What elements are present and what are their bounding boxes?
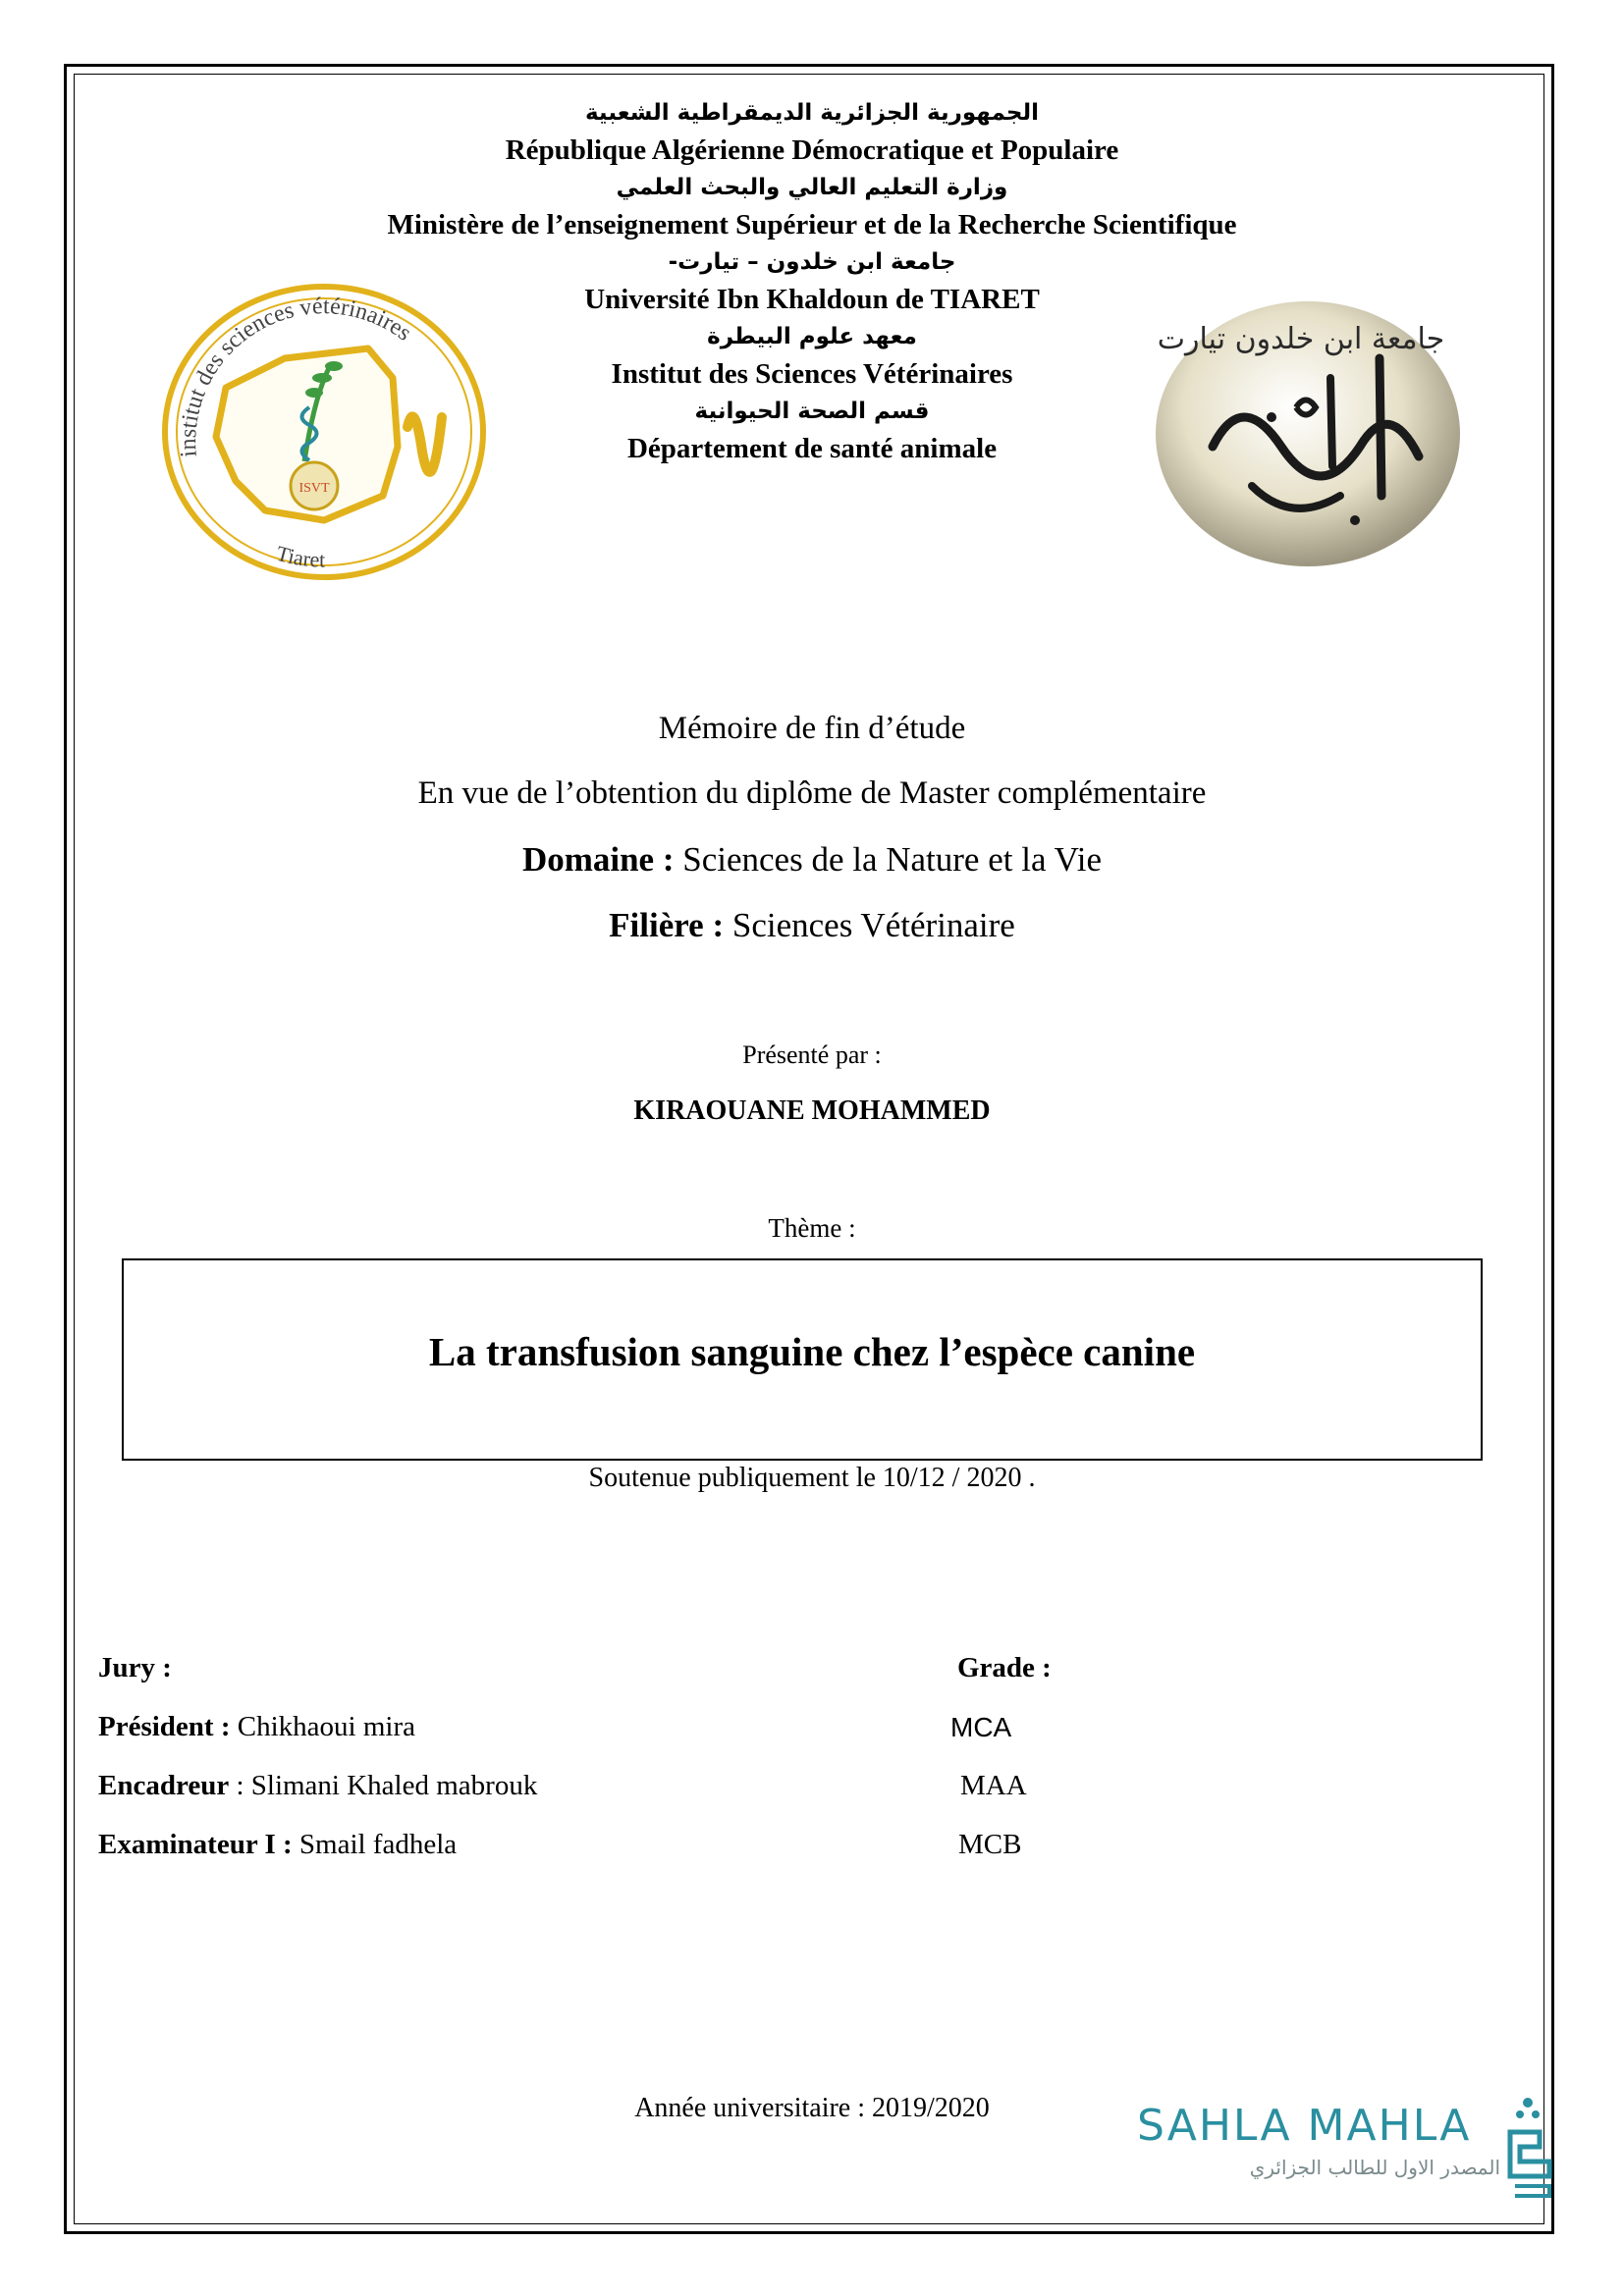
logo-badge-text: ISVT — [298, 481, 330, 496]
watermark-subtitle: المصدر الاول للطالب الجزائري — [1249, 2156, 1500, 2179]
jury-grade: MAA — [960, 1770, 1027, 1801]
ministry-fr: Ministère de l’enseignement Supérieur et de la Recherche Scientifique — [387, 209, 1237, 240]
jury-grade: MCB — [958, 1829, 1022, 1860]
jury-grade: MCA — [950, 1712, 1012, 1742]
jury-role: Encadreur — [98, 1770, 230, 1801]
logo-calligraphy-text: جامعة ابن خلدون تيارت — [1157, 322, 1445, 356]
jury-name: Smail fadhela — [292, 1829, 458, 1860]
republic-fr: République Algérienne Démocratique et Populaire — [505, 134, 1119, 166]
department-ar: قسم الصحة الحيوانية — [694, 399, 930, 424]
logo-arc-text: institut des sciences vétérinaires — [176, 294, 416, 458]
jury-role: Président : — [98, 1711, 231, 1742]
defense-date: Soutenue publiquement le 10/12 / 2020 . — [588, 1463, 1036, 1493]
institute-logo — [157, 280, 491, 584]
university-ar: جامعة ابن خلدون – تيارت- — [668, 249, 956, 275]
jury-role: Examinateur I : — [98, 1829, 293, 1860]
watermark-title: SAHLA MAHLA — [1137, 2101, 1472, 2151]
department-fr: Département de santé animale — [626, 433, 998, 464]
domaine-label: Domaine : — [521, 840, 675, 879]
domaine-line — [0, 840, 1624, 880]
institute-fr: Institut des Sciences Vétérinaires — [611, 358, 1013, 390]
university-logo — [1154, 299, 1463, 569]
svg-text:Tiaret — [274, 541, 325, 572]
memoire-title: Mémoire de fin d’étude — [658, 711, 966, 746]
diploma-line: En vue de l’obtention du diplôme de Master complémentaire — [417, 775, 1207, 811]
jury-row-examinateur — [98, 1829, 457, 1861]
domaine-value: Sciences de la Nature et la Vie — [674, 840, 1103, 879]
theme-label: Thème : — [768, 1213, 856, 1243]
jury-name: : Slimani Khaled mabrouk — [229, 1770, 538, 1801]
jury-name: Chikhaoui mira — [230, 1711, 415, 1742]
jury-row-encadreur — [98, 1770, 537, 1802]
university-fr: Université Ibn Khaldoun de TIARET — [584, 284, 1040, 315]
filiere-label: Filière : — [609, 906, 725, 944]
grade-label: Grade : — [957, 1652, 1052, 1683]
presente-par: Présenté par : — [742, 1041, 882, 1069]
republic-ar: الجمهورية الجزائرية الديمقراطية الشعبية — [584, 100, 1040, 126]
ministry-ar: وزارة التعليم العالي والبحث العلمي — [616, 175, 1008, 200]
jury-row-president — [98, 1711, 415, 1743]
institute-ar: معهد علوم البيطرة — [707, 324, 917, 349]
filiere-value: Sciences Vétérinaire — [724, 906, 1015, 944]
logo-city-text: Tiaret — [273, 540, 326, 572]
filiere-line — [0, 906, 1624, 945]
jury-label: Jury : — [98, 1652, 172, 1683]
academic-year: Année universitaire : 2019/2020 — [634, 2093, 990, 2123]
author-name: KIRAOUANE MOHAMMED — [633, 1095, 991, 1126]
watermark-logo-icon — [1500, 2093, 1559, 2201]
sahla-mahla-watermark — [1129, 2093, 1561, 2201]
theme-title: La transfusion sanguine chez l’espèce canine — [428, 1329, 1196, 1374]
